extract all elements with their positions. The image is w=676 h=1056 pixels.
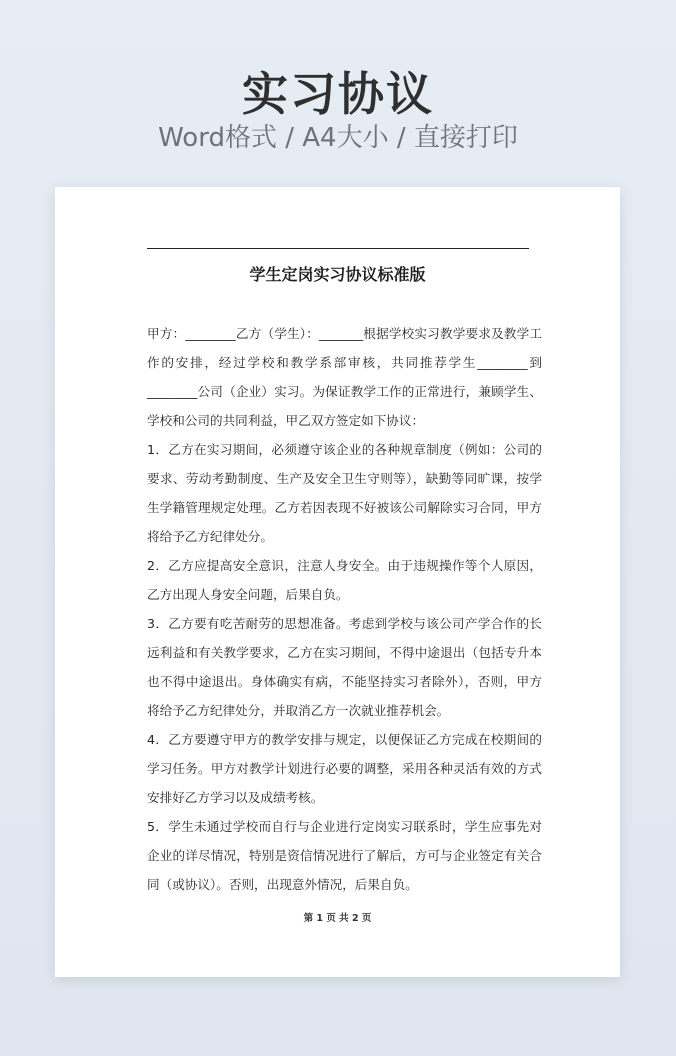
intro-paragraph: 甲方：________乙方（学生）：_______根据学校实习教学要求及教学工作的安排，经过学校和教学系部审核，共同推荐学生________到________公司（企业）实习。为保证教学工作的正常进行，兼顾学生、学校和公司的共同利益，甲乙双方签定如下协议： — [147, 326, 542, 428]
promo-title: 实习协议 — [242, 67, 434, 121]
promo-subtitle: Word格式 / A4大小 / 直接打印 — [158, 123, 518, 153]
document-page — [55, 187, 620, 977]
clause-2: 2．乙方应提高安全意识，注意人身安全。由于违规操作等个人原因，乙方出现人身安全问题，后果自负。 — [147, 558, 542, 602]
clause-1: 1．乙方在实习期间，必须遵守该企业的各种规章制度（例如：公司的要求、劳动考勤制度、生产及安全卫生守则等），缺勤等同旷课，按学生学籍管理规定处理。乙方若因表现不好被该公司解除实习合同，甲方将给予乙方纪律处分。 — [147, 442, 542, 544]
clause-4: 4．乙方要遵守甲方的教学安排与规定，以便保证乙方完成在校期间的学习任务。甲方对教学计划进行必要的调整，采用各种灵活有效的方式安排好乙方学习以及成绩考核。 — [147, 732, 542, 805]
document-body — [147, 319, 542, 899]
document-title: 学生定岗实习协议标准版 — [249, 265, 426, 284]
clause-5: 5．学生未通过学校而自行与企业进行定岗实习联系时，学生应事先对企业的详尽情况，特别是资信情况进行了解后，方可与企业签定有关合同（或协议）。否则，出现意外情况，后果自负。 — [147, 819, 542, 892]
page-number: 第 1 页 共 2 页 — [303, 913, 372, 924]
header-rule — [147, 248, 529, 249]
clause-3: 3．乙方要有吃苦耐劳的思想准备。考虑到学校与该公司产学合作的长远利益和有关教学要求，乙方在实习期间，不得中途退出（包括专升本也不得中途退出。身体确实有病，不能坚持实习者除外），否则，甲方将给予乙方纪律处分，并取消乙方一次就业推荐机会。 — [147, 616, 542, 718]
